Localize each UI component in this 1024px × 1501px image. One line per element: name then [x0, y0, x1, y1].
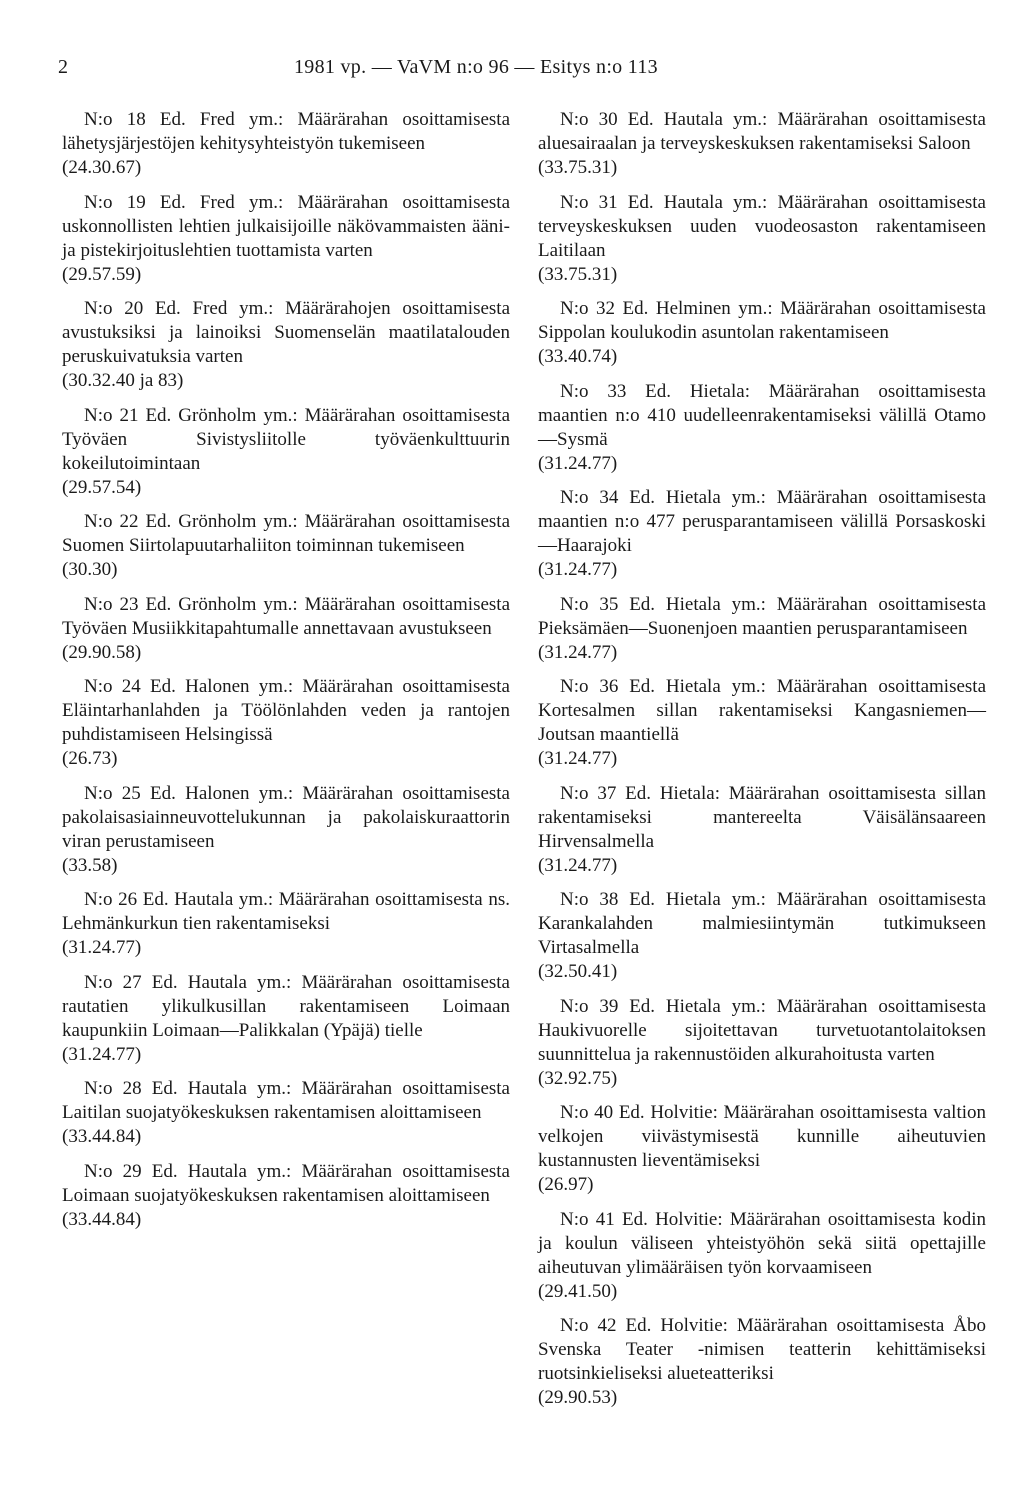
- page-number: 2: [58, 56, 68, 78]
- right-column: [538, 108, 986, 1421]
- budget-code: (29.57.59): [62, 263, 142, 285]
- list-item: [538, 593, 986, 665]
- list-item: [538, 297, 986, 369]
- entry-text: N:o 26 Ed. Hautala ym.: Määrärahan osoittamisesta ns. Lehmänkurkun tien rakentamiseksi: [62, 889, 510, 934]
- entry-text: N:o 42 Ed. Holvitie: Määrärahan osoittamisesta Åbo Svenska Teater -nimisen teatterin kehittämiseksi ruotsinkieliseksi alueteatteriksi: [538, 1315, 986, 1384]
- budget-code: (33.44.84): [62, 1126, 142, 1147]
- list-item: [538, 108, 986, 180]
- list-item: [62, 108, 510, 180]
- entry-text: N:o 18 Ed. Fred ym.: Määrärahan osoittamisesta lähetysjärjestöjen kehitysyhteistyön tukemiseen: [62, 109, 510, 154]
- list-item: [62, 971, 510, 1067]
- list-item: [538, 191, 986, 287]
- entry-text: N:o 27 Ed. Hautala ym.: Määrärahan osoittamisesta rautatien ylikulkusillan rakentamiseen Loimaan kaupunkiin Loimaan—Palikkalan (Ypäjä) tielle: [62, 971, 510, 1041]
- budget-code: (33.75.31): [538, 263, 618, 285]
- list-item: [538, 1101, 986, 1197]
- budget-code: (33.44.84): [62, 1208, 142, 1230]
- entry-text: N:o 40 Ed. Holvitie: Määrärahan osoittamisesta valtion velkojen viivästymisestä kunnille aiheutuvien kustannusten lieventämiseksi: [538, 1102, 986, 1171]
- budget-code: (33.75.31): [538, 157, 618, 178]
- list-item: [538, 486, 986, 582]
- entry-text: N:o 21 Ed. Grönholm ym.: Määrärahan osoittamisesta Työväen Sivistysliitolle työväenkulttuurin kokeilutoimintaan: [62, 404, 510, 474]
- list-item: [538, 675, 986, 771]
- entry-text: N:o 19 Ed. Fred ym.: Määrärahan osoittamisesta uskonnollisten lehtien julkaisijoille näkövammaisten ääni- ja pistekirjoituslehtien tuottamista varten: [62, 191, 510, 261]
- list-item: [62, 1077, 510, 1149]
- budget-code: (24.30.67): [62, 157, 142, 178]
- budget-code: (26.97): [538, 1174, 594, 1195]
- entry-text: N:o 31 Ed. Hautala ym.: Määrärahan osoittamisesta terveyskeskuksen uuden vuodeosaston rakentamiseen Laitilaan: [538, 191, 986, 261]
- budget-code: (29.90.53): [538, 1387, 618, 1408]
- list-item: [62, 191, 510, 287]
- list-item: [62, 404, 510, 500]
- budget-code: (30.32.40 ja 83): [62, 370, 184, 391]
- entry-text: N:o 35 Ed. Hietala ym.: Määrärahan osoittamisesta Pieksämäen—Suonenjoen maantien perusparantamiseen: [538, 593, 986, 639]
- list-item: [538, 782, 986, 878]
- running-head: 1981 vp. — VaVM n:o 96 — Esitys n:o 113: [294, 56, 658, 78]
- entry-text: N:o 30 Ed. Hautala ym.: Määrärahan osoittamisesta aluesairaalan ja terveyskeskuksen rakentamiseksi Saloon: [538, 109, 986, 154]
- entry-text: N:o 41 Ed. Holvitie: Määrärahan osoittamisesta kodin ja koulun väliseen yhteistyöhön sekä siitä opettajille aiheutuvan ylimääräisen työn korvaamiseen: [538, 1208, 986, 1278]
- budget-code: (31.24.77): [538, 452, 618, 474]
- budget-code: (31.24.77): [62, 937, 142, 958]
- entry-text: N:o 33 Ed. Hietala: Määrärahan osoittamisesta maantien n:o 410 uudelleenrakentamiseksi välillä Otamo—Sysmä: [538, 380, 986, 450]
- budget-code: (33.58): [62, 854, 118, 876]
- list-item: [538, 1208, 986, 1304]
- list-item: [538, 380, 986, 476]
- budget-code: (33.40.74): [538, 346, 618, 367]
- budget-code: (30.30): [62, 559, 118, 580]
- list-item: [538, 995, 986, 1091]
- list-item: [538, 1314, 986, 1410]
- entry-text: N:o 25 Ed. Halonen ym.: Määrärahan osoittamisesta pakolaisasiainneuvottelukunnan ja pakolaiskuraattorin viran perustamiseen: [62, 782, 510, 852]
- entry-text: N:o 38 Ed. Hietala ym.: Määrärahan osoittamisesta Karankalahden malmiesiintymän tutkimukseen Virtasalmella: [538, 889, 986, 958]
- left-column: [62, 108, 510, 1242]
- entry-text: N:o 39 Ed. Hietala ym.: Määrärahan osoittamisesta Haukivuorelle sijoitettavan turvetuotantolaitoksen suunnittelua ja rakennustöiden alkurahoitusta varten: [538, 995, 986, 1065]
- entry-text: N:o 20 Ed. Fred ym.: Määrärahojen osoittamisesta avustuksiksi ja lainoiksi Suomenselän maatilatalouden peruskuivatuksia varten: [62, 298, 510, 367]
- budget-code: (29.90.58): [62, 641, 142, 663]
- entry-text: N:o 24 Ed. Halonen ym.: Määrärahan osoittamisesta Eläintarhanlahden ja Töölönlahden veden ja rantojen puhdistamiseen Helsingissä: [62, 676, 510, 745]
- list-item: [538, 888, 986, 984]
- list-item: [62, 888, 510, 960]
- budget-code: (29.41.50): [538, 1280, 618, 1302]
- entry-text: N:o 23 Ed. Grönholm ym.: Määrärahan osoittamisesta Työväen Musiikkitapahtumalle annettavaan avustukseen: [62, 593, 510, 639]
- budget-code: (31.24.77): [538, 641, 618, 663]
- budget-code: (31.24.77): [538, 854, 618, 876]
- list-item: [62, 593, 510, 665]
- entry-text: N:o 28 Ed. Hautala ym.: Määrärahan osoittamisesta Laitilan suojatyökeskuksen rakentamisen aloittamiseen: [62, 1078, 510, 1123]
- budget-code: (31.24.77): [538, 559, 618, 580]
- list-item: [62, 297, 510, 393]
- entry-text: N:o 29 Ed. Hautala ym.: Määrärahan osoittamisesta Loimaan suojatyökeskuksen rakentamisen aloittamiseen: [62, 1160, 510, 1206]
- entry-text: N:o 32 Ed. Helminen ym.: Määrärahan osoittamisesta Sippolan koulukodin asuntolan rakentamiseen: [538, 298, 986, 343]
- page-header: [58, 56, 958, 86]
- budget-code: (26.73): [62, 748, 118, 769]
- entry-text: N:o 36 Ed. Hietala ym.: Määrärahan osoittamisesta Kortesalmen sillan rakentamiseksi Kangasniemen—Joutsan maantiellä: [538, 676, 986, 745]
- entry-text: N:o 22 Ed. Grönholm ym.: Määrärahan osoittamisesta Suomen Siirtolapuutarhaliiton toiminnan tukemiseen: [62, 511, 510, 556]
- entry-text: N:o 37 Ed. Hietala: Määrärahan osoittamisesta sillan rakentamiseksi mantereelta Väisälänsaareen Hirvensalmella: [538, 782, 986, 852]
- budget-code: (31.24.77): [538, 748, 618, 769]
- entry-text: N:o 34 Ed. Hietala ym.: Määrärahan osoittamisesta maantien n:o 477 perusparantamiseen välillä Porsaskoski—Haarajoki: [538, 487, 986, 556]
- budget-code: (29.57.54): [62, 476, 142, 498]
- budget-code: (32.50.41): [538, 961, 618, 982]
- list-item: [62, 782, 510, 878]
- list-item: [62, 510, 510, 582]
- list-item: [62, 675, 510, 771]
- budget-code: (31.24.77): [62, 1043, 142, 1065]
- budget-code: (32.92.75): [538, 1067, 618, 1089]
- list-item: [62, 1160, 510, 1232]
